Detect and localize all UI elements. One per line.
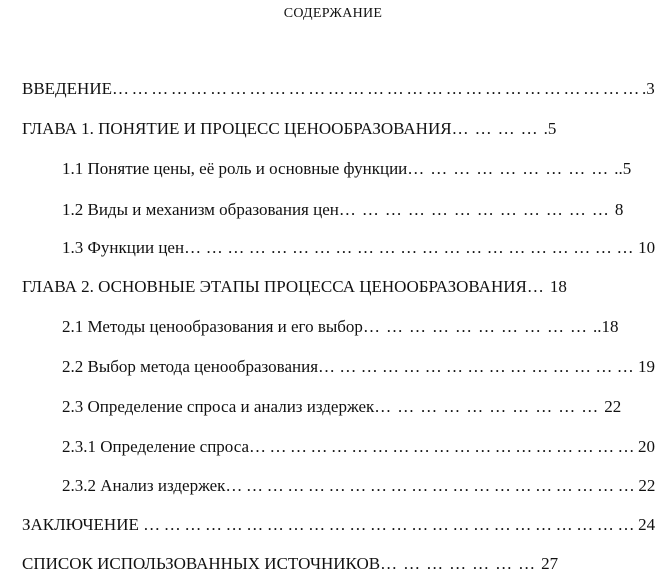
toc-entry-page-number: 10 — [638, 238, 656, 257]
toc-entry-page-number: 24 — [638, 515, 656, 534]
toc-entry — [62, 316, 618, 338]
toc-entry-text: 1.3 Функции цен — [62, 238, 185, 257]
toc-entry-page-number: ..5 — [614, 159, 632, 178]
toc-entry-page-number: .3 — [641, 79, 655, 98]
toc-entry — [62, 436, 655, 458]
toc-entry-leader: ……………………………… — [338, 200, 615, 219]
toc-entry-leader: ……………………… — [407, 159, 615, 178]
toc-entry — [22, 276, 567, 298]
toc-entry-page-number: 19 — [638, 357, 656, 376]
toc-entry-text: 2.1 Методы ценообразования и его выбор — [62, 317, 363, 336]
toc-entry-text: 2.2 Выбор метода ценообразования — [62, 357, 319, 376]
toc-entry — [62, 356, 655, 378]
toc-entry-leader: ………………………… — [374, 397, 605, 416]
toc-entry — [22, 514, 655, 536]
toc-entry-text: 2.3 Определение спроса и анализ издержек — [62, 397, 375, 416]
toc-entry-text: 2.3.2 Анализ издержек — [62, 476, 226, 495]
toc-entry-page-number: ..18 — [592, 317, 619, 336]
toc-entry-text: ГЛАВА 1. ПОНЯТИЕ И ПРОЦЕСС ЦЕНООБРАЗОВАНИЯ — [22, 119, 452, 138]
toc-entry-leader: ……………………………………………………………………… — [111, 79, 642, 98]
toc-entry-leader: ………………… — [380, 554, 542, 573]
toc-entry-page-number: 27 — [541, 554, 559, 573]
toc-entry-leader: ………………………………………………… — [249, 437, 639, 456]
toc-entry-page-number: 8 — [614, 200, 624, 219]
toc-entry — [62, 396, 621, 418]
toc-entry-page-number: .5 — [543, 119, 557, 138]
toc-entry-text: ГЛАВА 2. ОСНОВНЫЕ ЭТАПЫ ПРОЦЕССА ЦЕНООБРАЗОВАНИЯ — [22, 277, 527, 296]
toc-entry — [22, 78, 655, 100]
toc-entry-text: 1.1 Понятие цены, её роль и основные функции — [62, 159, 408, 178]
toc-entry-text: 2.3.1 Определение спроса — [62, 437, 250, 456]
toc-entry-leader: …………………………………………………… — [225, 476, 639, 495]
toc-entry-leader: ……………………………………………………………… — [143, 515, 639, 534]
toc-entry-text: 1.2 Виды и механизм образования цен — [62, 200, 339, 219]
toc-entry-page-number: 22 — [638, 476, 656, 495]
toc-title: СОДЕРЖАНИЕ — [283, 6, 383, 21]
toc-entry — [62, 475, 655, 497]
toc-entry-text: СПИСОК ИСПОЛЬЗОВАННЫХ ИСТОЧНИКОВ — [22, 554, 381, 573]
toc-entry — [62, 158, 631, 180]
toc-entry — [22, 118, 556, 140]
toc-entry-text: ЗАКЛЮЧЕНИЕ — [22, 515, 144, 534]
toc-entry — [62, 237, 655, 259]
toc-entry — [22, 553, 558, 575]
toc-entry-page-number: 20 — [638, 437, 656, 456]
toc-entry-leader: ……………………………………………………… — [184, 238, 639, 257]
toc-entry-page-number: 22 — [604, 397, 622, 416]
toc-entry-leader: ………… — [451, 119, 544, 138]
toc-entry — [62, 199, 623, 221]
toc-entry-leader: ……………………………………… — [318, 357, 639, 376]
toc-entry-leader: ………………………… — [362, 317, 593, 336]
toc-entry-text: ВВЕДЕНИЕ — [22, 79, 112, 98]
toc-entry-leader: … — [526, 277, 550, 296]
toc-entry-page-number: 18 — [549, 277, 567, 296]
